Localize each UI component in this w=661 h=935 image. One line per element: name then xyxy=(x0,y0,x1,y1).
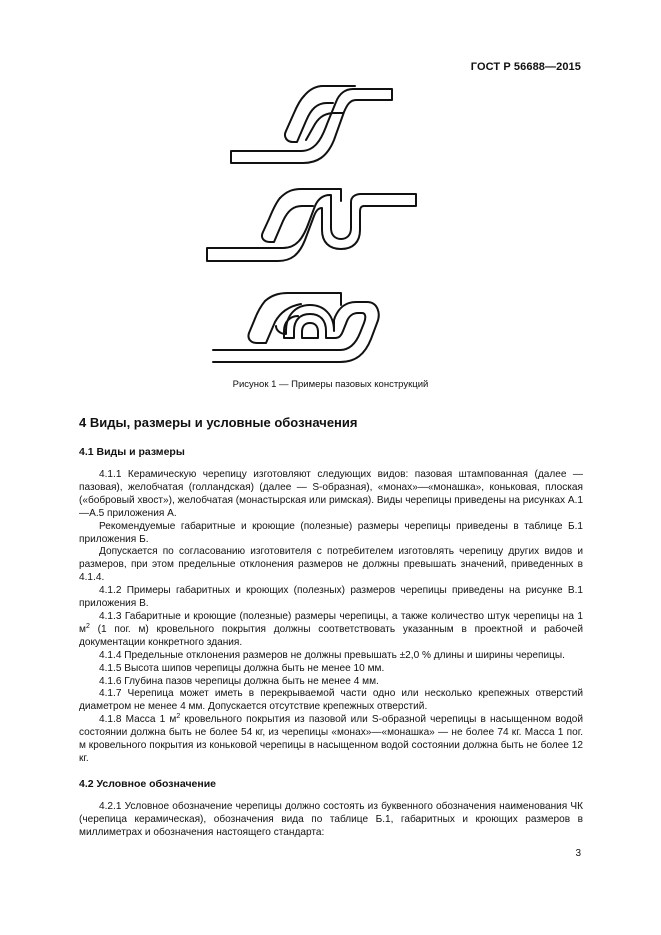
groove-profile-1-hook xyxy=(306,113,343,140)
paragraph-4-1-8-end: кровельного покрытия из пазовой или S-образной черепицы в насыщенном водой состоянии должна быть не более 54 кг, из черепицы «монах»—«монашка» — не более 74 кг. Масса 1 пог. м кровельного покрытия из коньковой черепицы в насыщенном водой состоянии должна быть не более 12 кг. xyxy=(79,714,583,764)
paragraph-4-1-8 xyxy=(79,714,583,766)
section-title: 4 Виды, размеры и условные обозначения xyxy=(79,415,358,430)
subsection-title-4-2: 4.2 Условное обозначение xyxy=(79,777,217,790)
groove-profile-2 xyxy=(207,194,416,261)
square-exponent: 2 xyxy=(176,713,181,721)
paragraph-4-1-8-start: 4.1.8 Масса 1 м xyxy=(99,714,177,726)
groove-profiles-figure xyxy=(0,0,661,400)
paragraph-4-1-7: 4.1.7 Черепица может иметь в перекрываемой части одно или несколько крепежных отверстий диаметром не менее 4 мм. Допускается отсутствие крепежных отверстий. xyxy=(79,688,583,713)
main-content xyxy=(79,415,583,840)
groove-profile-1 xyxy=(231,89,392,163)
square-exponent: 2 xyxy=(85,622,90,630)
groove-profile-2-upper xyxy=(262,198,313,242)
page-number: 3 xyxy=(575,848,581,859)
groove-profile-1-top xyxy=(304,86,355,96)
paragraph-4-1-2: 4.1.2 Примеры габаритных и кроющих (полезных) размеров черепицы приведены на рисунке В.1 приложения В. xyxy=(79,585,583,610)
paragraph-4-1-5: 4.1.5 Высота шипов черепицы должна быть не менее 10 мм. xyxy=(99,662,385,674)
paragraph-4-1-4: 4.1.4 Предельные отклонения размеров не должны превышать ±2,0 % длины и ширины черепицы. xyxy=(99,649,565,661)
groove-profile-3-top xyxy=(265,293,341,305)
subsection-title-4-1: 4.1 Виды и размеры xyxy=(79,446,185,458)
paragraph-4-1-3 xyxy=(79,611,583,650)
groove-profile-3-base xyxy=(213,302,379,362)
figure-caption: Рисунок 1 — Примеры пазовых конструкций xyxy=(232,379,429,390)
paragraph-other-types: Допускается по согласованию изготовителя с потребителем изготовлять черепицу других видов и размеров, при этом предельные отклонения размеров не должны превышать значений, приведенных в 4.1.4. xyxy=(79,546,583,584)
paragraph-4-2-1: 4.2.1 Условное обозначение черепицы должно состоять из буквенного обозначения наименования ЧК (черепица керамическая), обозначения вида по таблице Б.1, габаритных и кроющих размеров в миллиметрах и обозначения настоящего стандарта: xyxy=(79,800,583,838)
paragraph-4-1-1: 4.1.1 Керамическую черепицу изготовляют следующих видов: пазовая штампованная (далее — пазовая), желобчатая (голландская) (далее — S-образная), «монах»—«монашка», коньковая, плоская («бобровый хвост»), желобчатая (монастырская или римская). Виды черепицы приведены на рисунках А.1—А.5 приложения А. xyxy=(79,469,583,519)
groove-profile-3-inner xyxy=(302,323,318,338)
paragraph-4-1-6: 4.1.6 Глубина пазов черепицы должна быть не менее 4 мм. xyxy=(99,675,379,687)
paragraph-4-1-3-start: 4.1.3 Габаритные и кроющие (полезные) размеры черепицы, а также количество штук черепицы на 1 м xyxy=(79,610,583,635)
paragraph-4-1-3-end: (1 пог. м) кровельного покрытия должны соответствовать указанным в проектной и рабочей документации конкретного здания. xyxy=(79,623,583,648)
standard-id-header: ГОСТ Р 56688—2015 xyxy=(470,61,581,73)
paragraph-recommended-sizes: Рекомендуемые габаритные и кроющие (полезные) размеры черепицы приведены в таблице Б.1 приложения Б. xyxy=(79,520,583,545)
